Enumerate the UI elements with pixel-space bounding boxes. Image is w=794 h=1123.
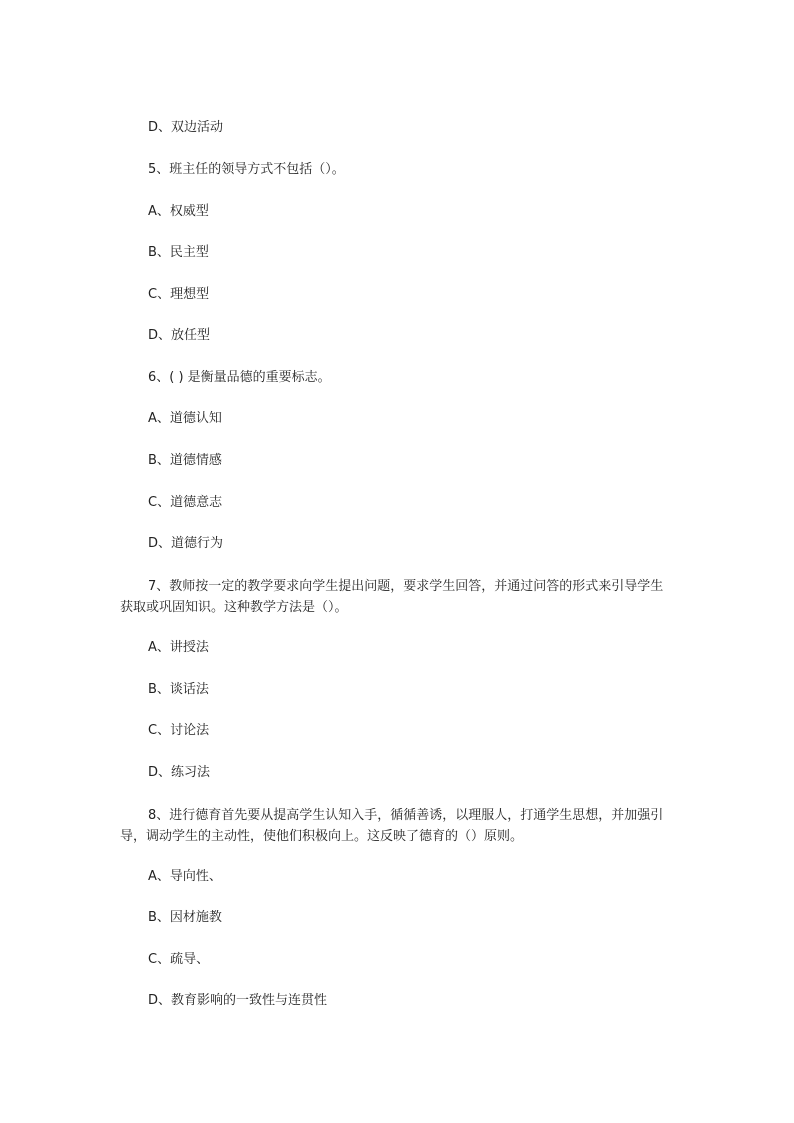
option-d-q5: D、放任型 [148, 328, 211, 343]
question-8: 8、进行德育首先要从提高学生认知入手，循循善诱，以理服人，打通学生思想，并加强引导，调动学生的主动性，使他们积极向上。这反映了德育的（）原则。 [120, 808, 664, 844]
question-7: 7、教师按一定的教学要求向学生提出问题，要求学生回答，并通过问答的形式来引导学生获取或巩固知识。这种教学方法是（）。 [120, 579, 664, 615]
option-d-q6: D、道德行为 [148, 536, 224, 551]
option-c-q8: C、疏导、 [148, 952, 210, 967]
option-d-q7: D、练习法 [148, 765, 211, 780]
question-5: 5、班主任的领导方式不包括（）。 [148, 162, 345, 177]
option-b-q5: B、民主型 [148, 245, 209, 260]
option-c-q5: C、理想型 [148, 287, 210, 302]
option-d-q4: D、双边活动 [148, 120, 224, 135]
option-a-q7: A、讲授法 [148, 640, 209, 655]
option-b-q7: B、谈话法 [148, 682, 209, 697]
option-b-q6: B、道德情感 [148, 453, 222, 468]
option-c-q6: C、道德意志 [148, 495, 223, 510]
option-c-q7: C、讨论法 [148, 723, 210, 738]
question-6: 6、( ) 是衡量品德的重要标志。 [148, 370, 331, 385]
option-a-q5: A、权威型 [148, 204, 209, 219]
option-d-q8: D、教育影响的一致性与连贯性 [148, 993, 328, 1008]
option-a-q6: A、道德认知 [148, 411, 222, 426]
option-b-q8: B、因材施教 [148, 910, 222, 925]
option-a-q8: A、导向性、 [148, 869, 222, 884]
